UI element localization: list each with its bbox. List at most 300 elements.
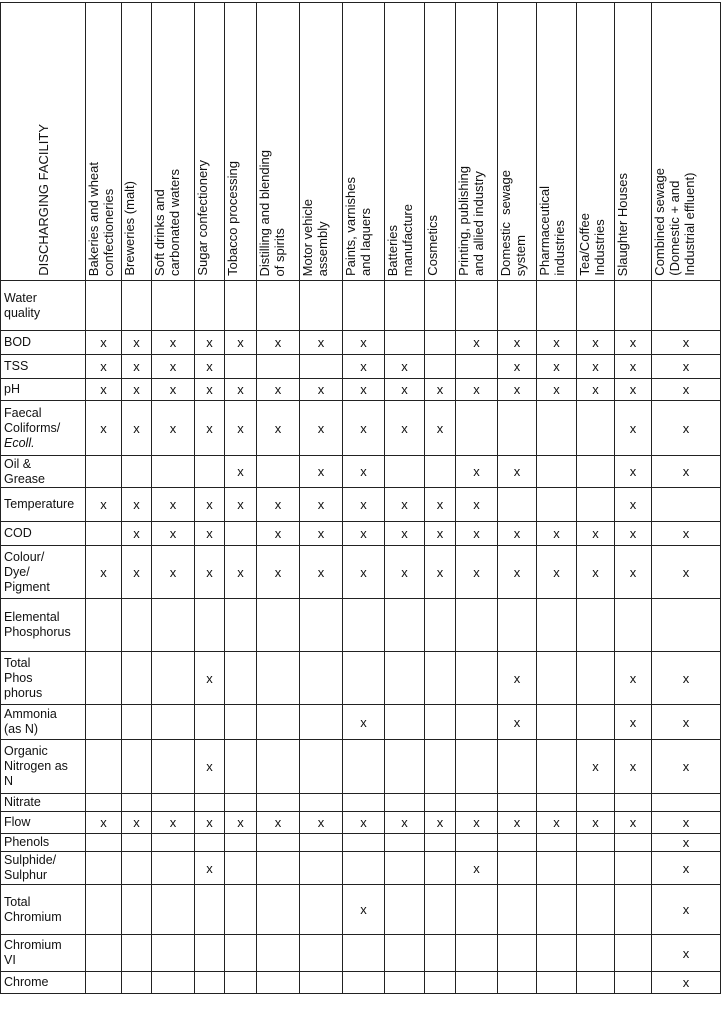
facility-label: Tobacco processing — [225, 161, 240, 276]
parameter-row — [1, 652, 721, 705]
table-cell — [615, 834, 652, 852]
table-cell — [615, 331, 652, 355]
table-cell — [225, 740, 257, 794]
presence-mark: x — [473, 382, 480, 397]
facility-header-cell — [537, 3, 577, 281]
table-cell — [343, 852, 385, 885]
parameter-label: COD — [4, 526, 32, 540]
presence-mark: x — [592, 335, 599, 350]
table-cell — [652, 972, 721, 994]
table-cell — [498, 355, 537, 379]
table-cell — [152, 834, 195, 852]
presence-mark: x — [100, 359, 107, 374]
table-cell — [652, 281, 721, 331]
table-body — [1, 3, 721, 994]
table-cell — [122, 546, 152, 599]
presence-mark: x — [682, 815, 690, 830]
table-cell — [225, 794, 257, 812]
table-cell — [86, 885, 122, 935]
presence-mark: x — [317, 464, 325, 479]
table-cell — [225, 935, 257, 972]
table-cell — [300, 331, 343, 355]
parameter-label-cell — [1, 401, 86, 456]
presence-mark: x — [100, 564, 107, 580]
parameter-label-cell — [1, 852, 86, 885]
table-cell — [225, 885, 257, 935]
presence-mark: x — [629, 497, 637, 512]
table-cell — [343, 935, 385, 972]
parameter-row — [1, 456, 721, 488]
presence-mark: x — [169, 564, 177, 580]
table-cell — [577, 740, 615, 794]
table-cell — [615, 488, 652, 522]
table-cell — [456, 488, 498, 522]
table-cell — [537, 852, 577, 885]
presence-mark: x — [360, 714, 367, 730]
table-cell — [537, 379, 577, 401]
table-cell — [195, 740, 225, 794]
table-cell — [498, 740, 537, 794]
presence-mark: x — [436, 815, 444, 830]
presence-mark: x — [473, 860, 480, 876]
presence-mark: x — [169, 497, 177, 512]
table-cell — [300, 355, 343, 379]
table-cell — [300, 885, 343, 935]
presence-mark: x — [100, 420, 107, 436]
presence-mark: x — [133, 359, 140, 374]
table-cell — [425, 599, 456, 652]
table-cell — [343, 794, 385, 812]
presence-mark: x — [629, 335, 637, 350]
table-cell — [343, 885, 385, 935]
facility-label: Sugar confectionery — [195, 160, 210, 276]
parameter-row — [1, 852, 721, 885]
table-cell — [385, 522, 425, 546]
table-cell — [300, 652, 343, 705]
table-cell — [498, 834, 537, 852]
table-cell — [300, 379, 343, 401]
table-cell — [122, 652, 152, 705]
table-cell — [195, 652, 225, 705]
parameter-label: Sulphide/ Sulphur — [4, 853, 57, 882]
table-cell — [195, 935, 225, 972]
table-cell — [225, 852, 257, 885]
table-cell — [577, 456, 615, 488]
presence-mark: x — [629, 815, 637, 830]
table-cell — [343, 546, 385, 599]
table-cell — [122, 488, 152, 522]
presence-mark: x — [436, 564, 444, 580]
table-cell — [122, 794, 152, 812]
presence-mark: x — [401, 815, 408, 830]
presence-mark: x — [237, 464, 244, 479]
table-cell — [257, 599, 300, 652]
table-cell — [456, 885, 498, 935]
table-cell — [456, 652, 498, 705]
table-cell — [152, 488, 195, 522]
table-cell — [652, 885, 721, 935]
table-cell — [652, 834, 721, 852]
facility-label: Combined sewage (Domestic + and Industrial effluent) — [652, 168, 697, 276]
table-cell — [385, 379, 425, 401]
parameter-label-cell — [1, 794, 86, 812]
table-cell — [652, 379, 721, 401]
table-cell — [195, 546, 225, 599]
facility-label: Paints, varnishes and laquers — [343, 177, 373, 276]
table-cell — [343, 834, 385, 852]
presence-mark: x — [436, 497, 444, 512]
table-cell — [456, 522, 498, 546]
table-cell — [425, 401, 456, 456]
table-cell — [537, 740, 577, 794]
table-cell — [86, 935, 122, 972]
presence-mark: x — [274, 564, 282, 580]
table-cell — [537, 331, 577, 355]
table-cell — [86, 355, 122, 379]
parameter-row — [1, 812, 721, 834]
table-cell — [577, 488, 615, 522]
table-cell — [456, 705, 498, 740]
presence-mark: x — [682, 860, 690, 876]
table-cell — [343, 379, 385, 401]
presence-mark: x — [473, 335, 480, 350]
table-cell — [498, 652, 537, 705]
table-cell — [385, 852, 425, 885]
presence-mark: x — [133, 526, 140, 541]
facility-label: Cosmetics — [425, 215, 440, 276]
presence-mark: x — [513, 464, 521, 479]
facility-label: Bakeries and wheat confectioneries — [86, 161, 116, 276]
presence-mark: x — [629, 714, 637, 730]
table-cell — [385, 705, 425, 740]
table-cell — [152, 401, 195, 456]
presence-mark: x — [473, 497, 480, 512]
parameter-row — [1, 379, 721, 401]
table-cell — [498, 401, 537, 456]
table-cell — [425, 972, 456, 994]
table-cell — [86, 331, 122, 355]
presence-mark: x — [133, 815, 140, 830]
table-cell — [122, 852, 152, 885]
table-cell — [577, 834, 615, 852]
presence-mark: x — [206, 759, 213, 774]
table-cell — [615, 281, 652, 331]
presence-mark: x — [206, 860, 213, 876]
table-cell — [225, 546, 257, 599]
table-cell — [537, 488, 577, 522]
table-cell — [385, 599, 425, 652]
table-cell — [343, 705, 385, 740]
table-cell — [343, 355, 385, 379]
presence-mark: x — [274, 335, 282, 350]
table-cell — [385, 740, 425, 794]
facility-header-cell — [343, 3, 385, 281]
table-cell — [122, 401, 152, 456]
table-cell — [498, 705, 537, 740]
table-cell — [456, 456, 498, 488]
presence-mark: x — [401, 382, 408, 397]
presence-mark: x — [274, 497, 282, 512]
presence-mark: x — [682, 564, 690, 580]
table-cell — [225, 812, 257, 834]
table-cell — [615, 599, 652, 652]
presence-mark: x — [682, 335, 690, 350]
table-cell — [86, 705, 122, 740]
table-cell — [577, 281, 615, 331]
table-cell — [498, 331, 537, 355]
presence-mark: x — [237, 564, 244, 580]
presence-mark: x — [100, 382, 107, 397]
parameter-row — [1, 281, 721, 331]
parameter-row — [1, 834, 721, 852]
facility-header-cell — [300, 3, 343, 281]
parameter-row — [1, 546, 721, 599]
parameter-label: Total Phos phorus — [4, 655, 43, 700]
presence-mark: x — [401, 526, 408, 541]
table-cell — [456, 355, 498, 379]
table-cell — [577, 599, 615, 652]
table-cell — [652, 355, 721, 379]
table-cell — [195, 834, 225, 852]
presence-mark: x — [436, 382, 444, 397]
table-cell — [456, 852, 498, 885]
corner-label: DISCHARGING FACILITY — [35, 124, 51, 276]
table-cell — [257, 379, 300, 401]
presence-mark: x — [682, 945, 690, 961]
parameter-label-cell — [1, 331, 86, 355]
table-cell — [122, 379, 152, 401]
facility-label: Slaughter Houses — [615, 172, 630, 276]
parameter-label: Colour/ Dye/ Pigment — [4, 549, 50, 594]
table-cell — [498, 379, 537, 401]
table-cell — [225, 379, 257, 401]
table-cell — [195, 281, 225, 331]
parameter-label-cell — [1, 522, 86, 546]
presence-mark: x — [274, 526, 282, 541]
table-cell — [652, 522, 721, 546]
presence-mark: x — [682, 382, 690, 397]
table-cell — [577, 522, 615, 546]
parameter-label: Chrome — [4, 975, 49, 989]
table-cell — [652, 401, 721, 456]
table-cell — [652, 794, 721, 812]
table-cell — [122, 812, 152, 834]
presence-mark: x — [553, 359, 560, 374]
header-row — [1, 3, 721, 281]
parameter-row — [1, 740, 721, 794]
presence-mark: x — [553, 815, 560, 830]
presence-mark: x — [629, 464, 637, 479]
presence-mark: x — [317, 564, 325, 580]
parameter-label-cell — [1, 834, 86, 852]
table-cell — [577, 935, 615, 972]
facility-label: Batteries manufacture — [385, 203, 415, 276]
table-cell — [343, 972, 385, 994]
table-cell — [577, 331, 615, 355]
facility-header-cell — [152, 3, 195, 281]
table-cell — [425, 456, 456, 488]
table-cell — [425, 885, 456, 935]
presence-mark: x — [237, 815, 244, 830]
table-cell — [300, 740, 343, 794]
presence-mark: x — [592, 526, 599, 541]
parameter-label-cell — [1, 281, 86, 331]
presence-mark: x — [360, 464, 367, 479]
discharge-parameters-table — [0, 2, 721, 994]
presence-mark: x — [274, 420, 282, 436]
table-cell — [300, 972, 343, 994]
table-cell — [425, 705, 456, 740]
table-cell — [425, 852, 456, 885]
table-cell — [652, 488, 721, 522]
parameter-label-cell — [1, 488, 86, 522]
table-cell — [300, 812, 343, 834]
table-cell — [152, 522, 195, 546]
presence-mark: x — [629, 759, 637, 774]
table-cell — [300, 546, 343, 599]
parameter-label-cell — [1, 456, 86, 488]
table-cell — [195, 852, 225, 885]
parameter-label-cell — [1, 740, 86, 794]
table-cell — [615, 972, 652, 994]
presence-mark: x — [360, 382, 367, 397]
table-cell — [456, 401, 498, 456]
table-cell — [257, 885, 300, 935]
table-cell — [225, 401, 257, 456]
table-cell — [122, 599, 152, 652]
parameter-label-cell — [1, 379, 86, 401]
table-cell — [537, 794, 577, 812]
table-cell — [343, 522, 385, 546]
table-cell — [652, 740, 721, 794]
facility-header-cell — [86, 3, 122, 281]
table-cell — [300, 834, 343, 852]
table-cell — [225, 331, 257, 355]
presence-mark: x — [553, 564, 560, 580]
presence-mark: x — [592, 815, 599, 830]
table-cell — [577, 546, 615, 599]
presence-mark: x — [360, 359, 367, 374]
parameter-label: Chromium VI — [4, 938, 62, 967]
presence-mark: x — [473, 564, 480, 580]
table-cell — [615, 652, 652, 705]
presence-mark: x — [401, 420, 408, 436]
presence-mark: x — [629, 382, 637, 397]
presence-mark: x — [682, 359, 690, 374]
presence-mark: x — [629, 359, 637, 374]
parameter-row — [1, 331, 721, 355]
parameter-label: BOD — [4, 335, 32, 349]
table-cell — [537, 522, 577, 546]
presence-mark: x — [436, 420, 444, 436]
table-cell — [86, 281, 122, 331]
table-cell — [225, 281, 257, 331]
table-cell — [225, 599, 257, 652]
table-cell — [195, 794, 225, 812]
table-cell — [425, 794, 456, 812]
presence-mark: x — [133, 497, 140, 512]
table-cell — [195, 401, 225, 456]
facility-header-cell — [225, 3, 257, 281]
table-cell — [537, 599, 577, 652]
table-cell — [86, 599, 122, 652]
presence-mark: x — [513, 526, 521, 541]
facility-header-cell — [498, 3, 537, 281]
table-cell — [195, 705, 225, 740]
table-cell — [385, 812, 425, 834]
table-cell — [425, 546, 456, 599]
table-cell — [152, 972, 195, 994]
table-cell — [257, 401, 300, 456]
table-cell — [577, 812, 615, 834]
table-cell — [577, 972, 615, 994]
table-cell — [615, 456, 652, 488]
table-cell — [456, 935, 498, 972]
table-cell — [615, 812, 652, 834]
table-cell — [577, 705, 615, 740]
presence-mark: x — [682, 464, 690, 479]
presence-mark: x — [206, 420, 213, 436]
table-cell — [257, 652, 300, 705]
presence-mark: x — [317, 382, 325, 397]
table-cell — [152, 705, 195, 740]
presence-mark: x — [206, 497, 213, 512]
presence-mark: x — [629, 420, 637, 436]
table-cell — [122, 522, 152, 546]
table-cell — [537, 281, 577, 331]
facility-label: Distilling and blending of spirits — [257, 149, 287, 276]
table-cell — [122, 935, 152, 972]
presence-mark: x — [206, 382, 213, 397]
table-cell — [86, 972, 122, 994]
parameter-label: Oil & Grease — [4, 456, 45, 486]
table-cell — [195, 522, 225, 546]
table-cell — [456, 794, 498, 812]
table-cell — [257, 488, 300, 522]
table-cell — [257, 740, 300, 794]
presence-mark: x — [133, 335, 140, 350]
presence-mark: x — [206, 335, 213, 350]
table-cell — [652, 705, 721, 740]
presence-mark: x — [513, 815, 521, 830]
presence-mark: x — [682, 714, 690, 730]
table-cell — [425, 331, 456, 355]
table-cell — [225, 834, 257, 852]
presence-mark: x — [169, 359, 177, 374]
table-cell — [456, 740, 498, 794]
facility-label: Printing, publishing and allied industry — [456, 166, 486, 276]
facility-label: Motor vehicle assembly — [300, 198, 330, 276]
presence-mark: x — [682, 420, 690, 436]
parameter-label: Elemental Phosphorus — [4, 610, 71, 639]
table-cell — [425, 379, 456, 401]
presence-mark: x — [592, 564, 599, 580]
presence-mark: x — [629, 526, 637, 541]
table-cell — [537, 812, 577, 834]
table-cell — [343, 652, 385, 705]
table-cell — [498, 812, 537, 834]
parameter-label: Total Chromium — [4, 894, 62, 924]
table-cell — [425, 740, 456, 794]
table-cell — [385, 355, 425, 379]
presence-mark: x — [317, 815, 325, 830]
presence-mark: x — [553, 526, 560, 541]
parameter-row — [1, 488, 721, 522]
table-cell — [577, 355, 615, 379]
presence-mark: x — [133, 420, 140, 436]
table-cell — [86, 379, 122, 401]
table-cell — [257, 355, 300, 379]
